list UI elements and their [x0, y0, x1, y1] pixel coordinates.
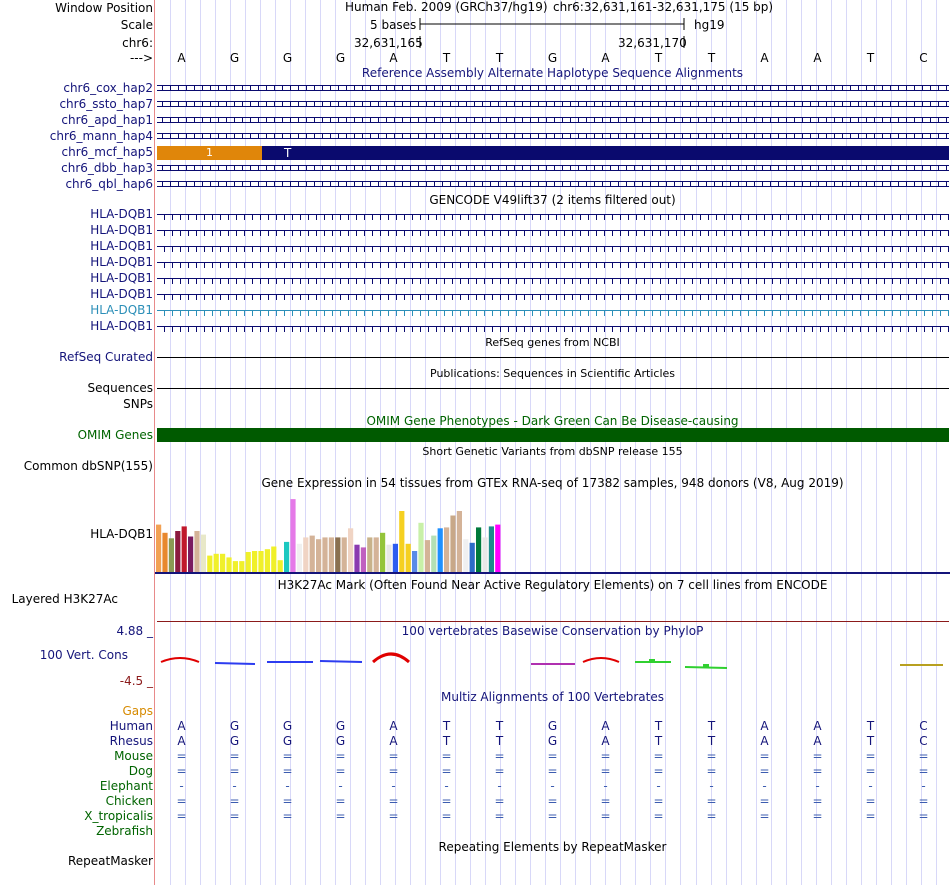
sequence-base: T: [707, 51, 716, 65]
multiz-title[interactable]: Multiz Alignments of 100 Vertebrates: [440, 690, 665, 704]
h3k27ac-title[interactable]: H3K27Ac Mark (Often Found Near Active Regulatory Elements) on 7 cell lines from ENCODE: [277, 578, 828, 592]
alignment-base: G: [229, 719, 240, 733]
alignment-base: =: [706, 794, 717, 808]
db-name: hg19: [694, 18, 725, 32]
alignment-base: G: [229, 734, 240, 748]
gtex-bar[interactable]: [265, 549, 270, 572]
window-position-label: Window Position: [55, 1, 153, 15]
alignment-base: -: [338, 779, 343, 793]
alignment-base: =: [229, 809, 240, 823]
dbsnp-title[interactable]: Short Genetic Variants from dbSNP release 155: [422, 445, 683, 458]
gtex-bar[interactable]: [354, 545, 359, 572]
alignment-base: C: [919, 719, 928, 733]
alignment-base: =: [600, 749, 611, 763]
gtex-bar[interactable]: [406, 544, 411, 572]
gencode-transcript-label[interactable]: HLA-DQB1: [90, 255, 153, 269]
gtex-bar[interactable]: [252, 551, 257, 572]
alignment-base: =: [229, 794, 240, 808]
alt-hap-alignment[interactable]: [157, 101, 949, 107]
gtex-bar[interactable]: [463, 539, 468, 572]
gtex-bar[interactable]: [182, 526, 187, 572]
alignment-base: =: [388, 809, 399, 823]
sequence-base: A: [389, 51, 398, 65]
alignment-base: G: [335, 734, 346, 748]
alignment-base: =: [282, 764, 293, 778]
alignment-base: =: [600, 794, 611, 808]
mcf-hap5-orange-block[interactable]: 1: [157, 146, 262, 160]
species-label[interactable]: Zebrafish: [96, 824, 153, 838]
alignment-base: =: [653, 809, 664, 823]
alt-hap-label[interactable]: chr6_cox_hap2: [63, 81, 153, 95]
gtex-bar[interactable]: [495, 525, 500, 572]
gtex-bar[interactable]: [329, 537, 334, 572]
alignment-base: T: [707, 719, 716, 733]
alignment-base: =: [865, 749, 876, 763]
sequence-base: T: [442, 51, 451, 65]
alignment-base: -: [179, 779, 184, 793]
gtex-bar[interactable]: [489, 526, 494, 572]
alignment-base: A: [813, 734, 822, 748]
gtex-bar[interactable]: [322, 537, 327, 572]
gtex-bar[interactable]: [450, 516, 455, 573]
gtex-bar[interactable]: [476, 527, 481, 572]
omim-label[interactable]: OMIM Genes: [77, 428, 153, 442]
sequence-base: T: [866, 51, 875, 65]
publications-line[interactable]: [157, 388, 949, 389]
alignment-base: =: [600, 764, 611, 778]
sequence-base: A: [177, 51, 186, 65]
gtex-bar[interactable]: [271, 547, 276, 573]
species-label[interactable]: Rhesus: [109, 734, 153, 748]
position-text: chr6:32,631,161-32,631,175 (15 bp): [553, 0, 774, 14]
alignment-base: =: [759, 809, 770, 823]
alignment-base: A: [601, 734, 610, 748]
alignment-base: T: [866, 719, 875, 733]
alignment-base: =: [812, 764, 823, 778]
gtex-bar[interactable]: [233, 561, 238, 572]
alignment-base: T: [866, 734, 875, 748]
alignment-base: A: [760, 719, 769, 733]
mcf-hap5-navy-block[interactable]: T: [262, 146, 949, 160]
sequence-base: A: [601, 51, 610, 65]
alignment-base: T: [654, 719, 663, 733]
alignment-base: =: [547, 809, 558, 823]
alignment-base: A: [177, 719, 186, 733]
label-divider: [154, 0, 155, 885]
alignment-base: A: [389, 719, 398, 733]
gtex-bar[interactable]: [482, 537, 487, 572]
alignment-base: T: [495, 719, 504, 733]
alignment-base: =: [653, 794, 664, 808]
gtex-bar[interactable]: [258, 551, 263, 572]
gtex-bar[interactable]: [425, 540, 430, 572]
alignment-base: =: [547, 794, 558, 808]
alignment-base: =: [865, 764, 876, 778]
species-label[interactable]: Elephant: [99, 779, 153, 793]
gtex-bar[interactable]: [239, 561, 244, 572]
species-label[interactable]: Dog: [128, 764, 153, 778]
repeatmasker-title[interactable]: Repeating Elements by RepeatMasker: [438, 840, 667, 854]
alt-hap-alignment[interactable]: [157, 133, 949, 139]
alignment-base: =: [388, 749, 399, 763]
alignment-base: =: [706, 749, 717, 763]
alignment-base: G: [335, 719, 346, 733]
gtex-bar[interactable]: [438, 528, 443, 572]
gencode-transcript-label[interactable]: HLA-DQB1: [90, 223, 153, 237]
gencode-transcript-label[interactable]: HLA-DQB1: [90, 303, 153, 317]
alignment-base: =: [176, 794, 187, 808]
gtex-bar[interactable]: [310, 536, 315, 572]
alignment-base: =: [706, 809, 717, 823]
gtex-bar[interactable]: [374, 537, 379, 572]
alt-haps-title[interactable]: Reference Assembly Alternate Haplotype Sequence Alignments: [361, 66, 744, 80]
gencode-transcript-label[interactable]: HLA-DQB1: [90, 207, 153, 221]
alignment-base: -: [868, 779, 873, 793]
gtex-bar[interactable]: [399, 511, 404, 572]
alignment-base: =: [441, 794, 452, 808]
alignment-base: =: [653, 764, 664, 778]
alt-hap-alignment[interactable]: [157, 165, 949, 171]
gtex-bar[interactable]: [284, 542, 289, 572]
alignment-base: -: [762, 779, 767, 793]
alignment-base: -: [603, 779, 608, 793]
gencode-transcript[interactable]: [157, 246, 949, 252]
alignment-base: -: [444, 779, 449, 793]
gtex-bar[interactable]: [412, 551, 417, 572]
gtex-bar[interactable]: [188, 537, 193, 573]
scale-text: 5 bases: [370, 18, 417, 32]
sequence-base: T: [654, 51, 663, 65]
alignment-base: =: [441, 749, 452, 763]
alignment-base: =: [918, 794, 929, 808]
alignment-base: C: [919, 734, 928, 748]
h3k27ac-label[interactable]: Layered H3K27Ac: [11, 592, 118, 606]
alignment-base: -: [656, 779, 661, 793]
assembly-title: Human Feb. 2009 (GRCh37/hg19): [345, 0, 548, 14]
alignment-base: =: [812, 809, 823, 823]
alignment-base: =: [282, 809, 293, 823]
omim-feature[interactable]: [157, 428, 949, 442]
alt-hap-label[interactable]: chr6_ssto_hap7: [59, 97, 153, 111]
alignment-base: =: [759, 749, 770, 763]
alignment-base: -: [709, 779, 714, 793]
gtex-bar[interactable]: [162, 533, 167, 572]
gencode-transcript[interactable]: [157, 214, 949, 220]
alignment-base: G: [282, 719, 293, 733]
gtex-bar[interactable]: [156, 525, 161, 572]
alt-hap-label[interactable]: chr6_qbl_hap6: [65, 177, 153, 191]
h3k27ac-baseline: [157, 621, 949, 622]
alignment-base: -: [497, 779, 502, 793]
strand-arrow-label: --->: [129, 51, 153, 65]
sequence-base: G: [282, 51, 293, 65]
alignment-base: A: [389, 734, 398, 748]
alignment-base: =: [494, 764, 505, 778]
alignment-base: =: [547, 749, 558, 763]
alignment-base: =: [653, 749, 664, 763]
gencode-transcript[interactable]: [157, 326, 949, 332]
gtex-bar[interactable]: [246, 552, 251, 572]
gtex-bar[interactable]: [342, 537, 347, 572]
gtex-bar[interactable]: [214, 554, 219, 572]
species-label[interactable]: X_tropicalis: [84, 809, 153, 823]
gtex-bar[interactable]: [361, 547, 366, 572]
alignment-base: =: [441, 764, 452, 778]
alignment-base: A: [813, 719, 822, 733]
gtex-chart[interactable]: [155, 490, 950, 576]
gtex-bar[interactable]: [201, 535, 206, 572]
gencode-transcript[interactable]: [157, 278, 949, 284]
gtex-bar[interactable]: [207, 556, 212, 572]
alignment-base: G: [282, 734, 293, 748]
phylop-title[interactable]: 100 vertebrates Basewise Conservation by PhyloP: [401, 624, 704, 638]
gtex-bar[interactable]: [386, 545, 391, 572]
alignment-base: A: [177, 734, 186, 748]
repeatmasker-label[interactable]: RepeatMasker: [67, 854, 153, 868]
alignment-base: =: [335, 809, 346, 823]
alignment-base: =: [918, 809, 929, 823]
alignment-base: -: [285, 779, 290, 793]
alignment-base: =: [388, 764, 399, 778]
publications-label[interactable]: Sequences: [87, 381, 153, 395]
sequence-base: A: [760, 51, 769, 65]
alignment-base: =: [547, 764, 558, 778]
gtex-bar[interactable]: [278, 560, 283, 572]
publications-title[interactable]: Publications: Sequences in Scientific Articles: [430, 367, 675, 380]
alignment-base: G: [547, 734, 558, 748]
gtex-bar[interactable]: [335, 537, 340, 572]
alignment-base: =: [282, 749, 293, 763]
gencode-transcript-label[interactable]: HLA-DQB1: [90, 319, 153, 333]
alignment-base: =: [494, 749, 505, 763]
refseq-line[interactable]: [157, 357, 949, 358]
alignment-base: =: [759, 764, 770, 778]
gtex-bar[interactable]: [444, 527, 449, 572]
sequence-base: G: [229, 51, 240, 65]
alignment-base: T: [707, 734, 716, 748]
sequence-base: A: [813, 51, 822, 65]
species-label[interactable]: Human: [109, 719, 153, 733]
coord-right: 32,631,170: [618, 36, 687, 50]
gtex-bar[interactable]: [290, 499, 295, 572]
alignment-base: -: [815, 779, 820, 793]
alignment-base: T: [442, 734, 451, 748]
species-label[interactable]: Mouse: [114, 749, 153, 763]
gtex-bar[interactable]: [297, 544, 302, 572]
alt-hap-alignment[interactable]: [157, 85, 949, 91]
alignment-base: T: [442, 719, 451, 733]
sequence-base: G: [547, 51, 558, 65]
gencode-transcript[interactable]: [157, 310, 949, 316]
coord-left: 32,631,165: [354, 36, 423, 50]
alignment-base: T: [654, 734, 663, 748]
gtex-bar[interactable]: [169, 538, 174, 572]
phylop-label[interactable]: 100 Vert. Cons: [39, 648, 128, 662]
alignment-base: =: [918, 764, 929, 778]
alignment-base: -: [232, 779, 237, 793]
alignment-base: -: [391, 779, 396, 793]
alignment-base: =: [812, 794, 823, 808]
alignment-base: =: [176, 809, 187, 823]
alignment-base: =: [176, 764, 187, 778]
gtex-bar[interactable]: [303, 537, 308, 572]
scale-label: Scale: [120, 18, 153, 32]
sequence-base: C: [919, 51, 928, 65]
alignment-base: =: [494, 809, 505, 823]
gtex-bar[interactable]: [418, 523, 423, 572]
gtex-bar[interactable]: [348, 528, 353, 572]
alignment-base: =: [388, 794, 399, 808]
alignment-base: =: [229, 749, 240, 763]
snps-label[interactable]: SNPs: [123, 397, 153, 411]
alignment-base: =: [600, 809, 611, 823]
phylop-plot[interactable]: [155, 650, 950, 672]
gencode-transcript[interactable]: [157, 262, 949, 268]
gtex-bar[interactable]: [470, 543, 475, 572]
gencode-title[interactable]: GENCODE V49lift37 (2 items filtered out): [429, 193, 676, 207]
sequence-base: G: [335, 51, 346, 65]
gencode-transcript-label[interactable]: HLA-DQB1: [90, 239, 153, 253]
alignment-base: =: [759, 794, 770, 808]
alt-hap-label[interactable]: chr6_apd_hap1: [61, 113, 153, 127]
alignment-base: A: [760, 734, 769, 748]
alignment-base: A: [601, 719, 610, 733]
gtex-bar[interactable]: [220, 554, 225, 572]
alt-hap-label[interactable]: chr6_dbb_hap3: [61, 161, 153, 175]
alignment-base: =: [335, 794, 346, 808]
alignment-base: =: [229, 764, 240, 778]
refseq-label[interactable]: RefSeq Curated: [59, 350, 153, 364]
species-label[interactable]: Chicken: [105, 794, 153, 808]
alignment-base: =: [706, 764, 717, 778]
refseq-title[interactable]: RefSeq genes from NCBI: [485, 336, 620, 349]
phylop-max: 4.88 _: [116, 624, 153, 638]
alignment-base: T: [495, 734, 504, 748]
gaps-label[interactable]: Gaps: [122, 704, 153, 718]
gencode-transcript[interactable]: [157, 230, 949, 236]
alignment-base: =: [865, 809, 876, 823]
gtex-label[interactable]: HLA-DQB1: [90, 527, 153, 541]
alignment-base: -: [921, 779, 926, 793]
alt-hap-alignment[interactable]: [157, 117, 949, 123]
gtex-bar[interactable]: [457, 511, 462, 572]
gtex-bar[interactable]: [431, 536, 436, 572]
alignment-base: -: [550, 779, 555, 793]
chrom-label: chr6:: [122, 36, 153, 50]
alignment-base: =: [494, 794, 505, 808]
sequence-base: T: [495, 51, 504, 65]
alignment-base: =: [335, 764, 346, 778]
alignment-base: =: [865, 794, 876, 808]
alignment-base: =: [918, 749, 929, 763]
gtex-bar[interactable]: [380, 533, 385, 572]
alt-hap-label[interactable]: chr6_mcf_hap5: [61, 145, 153, 159]
gtex-bar[interactable]: [175, 531, 180, 572]
dbsnp-label[interactable]: Common dbSNP(155): [23, 459, 153, 473]
gencode-transcript-label[interactable]: HLA-DQB1: [90, 271, 153, 285]
alignment-base: =: [282, 794, 293, 808]
gtex-bar[interactable]: [367, 537, 372, 572]
gtex-bar[interactable]: [194, 531, 199, 572]
gtex-bar[interactable]: [316, 539, 321, 572]
gtex-bar[interactable]: [393, 544, 398, 572]
alignment-base: =: [176, 749, 187, 763]
gencode-transcript[interactable]: [157, 294, 949, 300]
gencode-transcript-label[interactable]: HLA-DQB1: [90, 287, 153, 301]
alignment-base: =: [335, 749, 346, 763]
alt-hap-alignment[interactable]: [157, 181, 949, 187]
alignment-base: =: [441, 809, 452, 823]
alignment-base: G: [547, 719, 558, 733]
alignment-base: =: [812, 749, 823, 763]
omim-title[interactable]: OMIM Gene Phenotypes - Dark Green Can Be Disease-causing: [366, 414, 739, 428]
alt-hap-label[interactable]: chr6_mann_hap4: [49, 129, 153, 143]
gtex-title[interactable]: Gene Expression in 54 tissues from GTEx RNA-seq of 17382 samples, 948 donors (V8, Aug 2019): [261, 476, 844, 490]
phylop-min: -4.5 _: [119, 674, 153, 688]
gtex-bar[interactable]: [226, 557, 231, 572]
